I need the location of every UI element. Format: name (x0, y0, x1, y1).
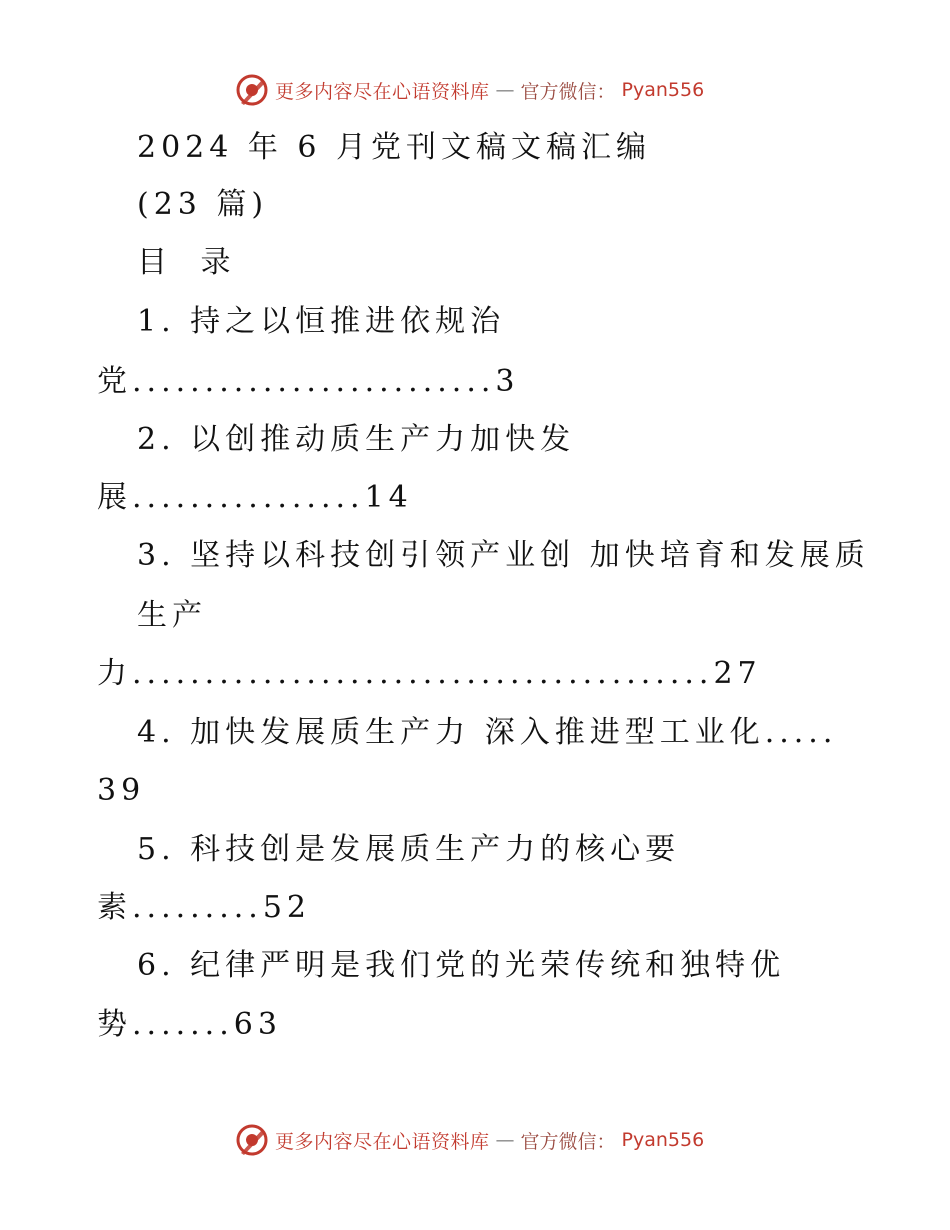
watermark-separator: — (495, 79, 515, 101)
pen-logo-icon (235, 73, 269, 107)
watermark-header (235, 72, 704, 108)
toc-item-3-cont: 生产 (137, 598, 207, 633)
watermark-text: 更多内容尽在心语资料库 (275, 1130, 490, 1153)
watermark-label: 官方微信： (520, 1130, 616, 1153)
watermark-label: 官方微信： (520, 80, 616, 103)
watermark-text: 更多内容尽在心语资料库 (275, 80, 490, 103)
toc-item-4: 4. 加快发展质生产力 深入推进型工业化..... (137, 715, 838, 750)
toc-heading: 目 录 (137, 245, 243, 280)
document-title: 2024 年 6 月党刊文稿文稿汇编 (137, 130, 652, 165)
watermark-wechat-id: Pyan556 (621, 79, 705, 101)
toc-item-1-page: 党.........................3 (97, 364, 520, 399)
watermark-wechat-id: Pyan556 (621, 1129, 705, 1151)
toc-item-3-page: 力........................................27 (97, 656, 762, 691)
pen-logo-icon (235, 1123, 269, 1157)
toc-item-4-page: 39 (97, 773, 146, 808)
watermark-footer (235, 1122, 704, 1158)
toc-item-6: 6. 纪律严明是我们党的光荣传统和独特优 (137, 948, 786, 983)
toc-item-2: 2. 以创推动质生产力加快发 (137, 422, 576, 457)
toc-item-1: 1. 持之以恒推进依规治 (137, 304, 506, 339)
document-subtitle: (23 篇) (137, 187, 269, 222)
watermark-separator: — (495, 1129, 515, 1151)
toc-item-5-page: 素.........52 (97, 890, 311, 925)
toc-item-5: 5. 科技创是发展质生产力的核心要 (137, 832, 681, 867)
toc-item-3: 3. 坚持以科技创引领产业创 加快培育和发展质 (137, 538, 870, 573)
toc-item-2-page: 展................14 (97, 480, 413, 515)
toc-item-6-page: 势.......63 (97, 1007, 282, 1042)
